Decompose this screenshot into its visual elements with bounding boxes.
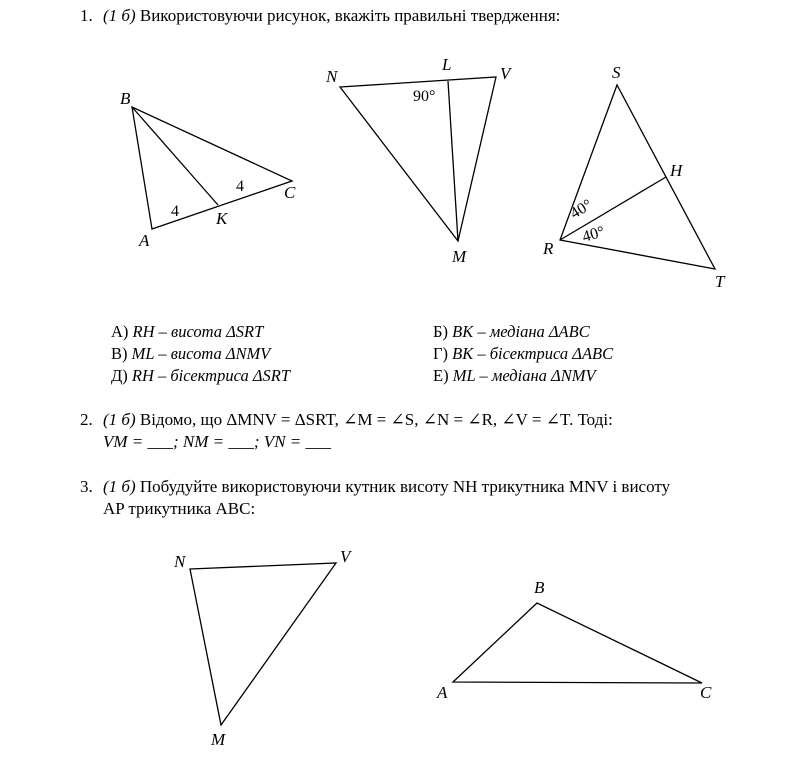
fig3-label-h: H [670, 161, 683, 180]
option-b-text: BK – медіана ΔABC [452, 322, 590, 341]
question-2-text: Відомо, що ΔMNV = ΔSRT, ∠M = ∠S, ∠N = ∠R, ∠V = ∠T. Тоді: [139, 410, 613, 429]
question-3-points: (1 б) [103, 477, 136, 496]
option-e[interactable] [433, 365, 596, 387]
fig3-label-r: R [543, 239, 554, 258]
option-e-text: ML – медіана ΔNMV [452, 366, 596, 385]
fig1-label-c: C [284, 183, 296, 202]
question-3-text: Побудуйте використовуючи кутник висоту NH трикутника MNV і висоту [139, 477, 671, 496]
question-3-header [80, 476, 670, 498]
option-v-text: ML – висота ΔNMV [131, 344, 271, 363]
option-d[interactable] [111, 365, 290, 387]
option-a-text: RH – висота ΔSRT [132, 322, 264, 341]
question-2-number: 2. [80, 410, 93, 429]
option-e-letter: Е) [433, 366, 449, 385]
triangle-abc-construction [453, 603, 702, 683]
fig4-label-n: N [174, 552, 186, 571]
fig3-label-s: S [612, 63, 621, 82]
question-1-text: Використовуючи рисунок, вкажіть правильні твердження: [139, 6, 561, 25]
fig4-label-m: M [211, 730, 226, 749]
option-g-text: BK – бісектриса ΔABC [452, 344, 614, 363]
option-a-letter: А) [111, 322, 129, 341]
fig5-label-c: C [700, 683, 712, 702]
question-2-answer-line[interactable]: VM = ___; NM = ___; VN = ___ [103, 432, 332, 451]
question-1-points: (1 б) [103, 6, 136, 25]
fig1-label-b: B [120, 89, 131, 108]
fig2-angle-90: 90° [413, 88, 436, 105]
fig3-label-t: T [715, 272, 725, 291]
question-1-number: 1. [80, 6, 93, 25]
option-v-letter: В) [111, 344, 128, 363]
question-3-line2: AP трикутника ABC: [103, 499, 256, 518]
fig4-label-v: V [340, 547, 351, 566]
option-g-letter: Г) [433, 344, 449, 363]
fig2-label-n: N [326, 67, 338, 86]
fig5-label-a: A [437, 683, 448, 702]
fig1-label-a: A [139, 231, 150, 250]
option-b[interactable] [433, 321, 590, 343]
triangle-abc-figure [132, 107, 292, 229]
fig2-label-v: V [500, 64, 511, 83]
fig2-label-m: M [452, 247, 467, 266]
question-3-number: 3. [80, 477, 93, 496]
option-v[interactable] [111, 343, 270, 365]
option-b-letter: Б) [433, 322, 448, 341]
option-d-letter: Д) [111, 366, 128, 385]
fig2-label-l: L [442, 55, 452, 74]
triangle-nmv-construction [190, 563, 336, 725]
question-2-points: (1 б) [103, 410, 136, 429]
fig5-label-b: B [534, 578, 545, 597]
fig3-angle-srh: 40° [567, 196, 596, 223]
option-d-text: RH – бісектриса ΔSRT [131, 366, 291, 385]
option-g[interactable] [433, 343, 613, 365]
option-a[interactable] [111, 321, 263, 343]
fig3-angle-hrt: 40° [580, 223, 607, 246]
fig1-length-kc: 4 [236, 178, 244, 195]
question-2-header [80, 409, 613, 431]
fig1-length-ak: 4 [171, 203, 179, 220]
fig1-label-k: K [216, 209, 228, 228]
